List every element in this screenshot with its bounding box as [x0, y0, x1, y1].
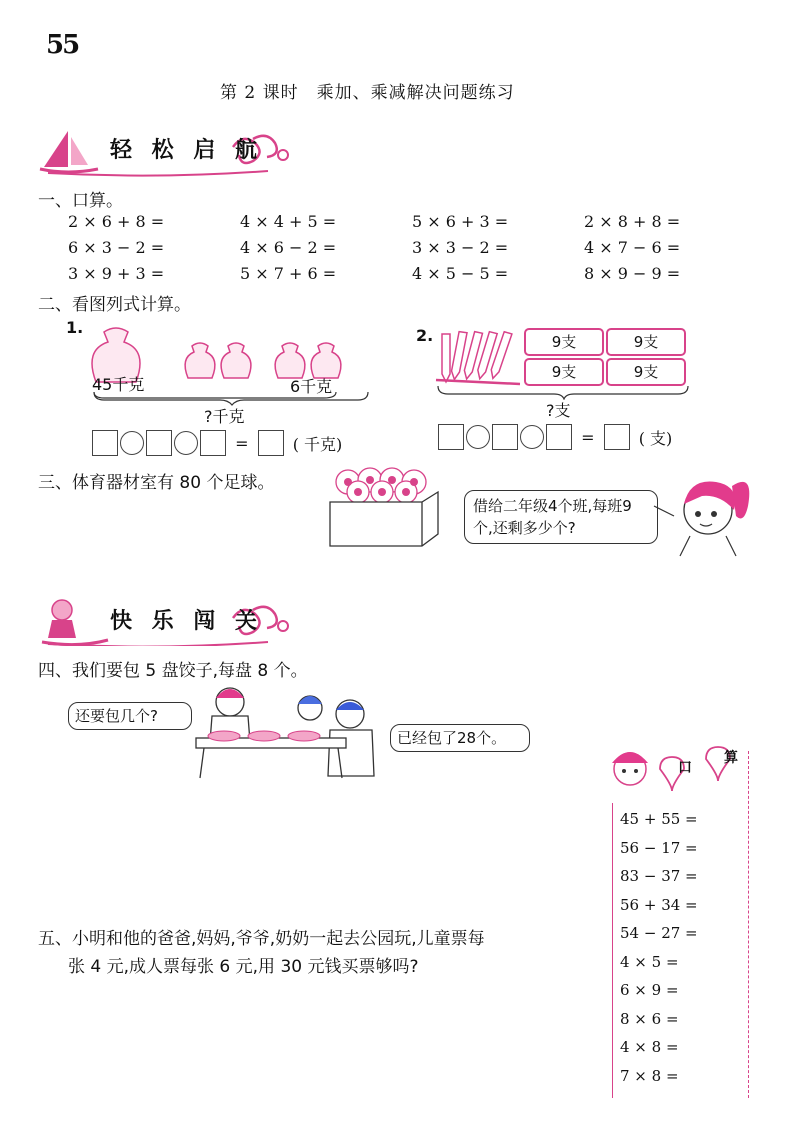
q1-heading: 一、口算。 [38, 191, 123, 211]
q1-expr: 3 × 3 − 2 = [412, 238, 509, 257]
answer-box[interactable] [492, 424, 518, 450]
q1-expr: 5 × 7 + 6 = [240, 264, 337, 283]
side-expr: 45 + 55 = [620, 810, 698, 828]
side-expr: 56 + 34 = [620, 895, 698, 914]
side-expr: 6 × 9 = [620, 981, 679, 999]
pencil-bundle-icon [434, 324, 524, 390]
q3-heading: 三、体育器材室有 80 个足球。 [38, 473, 275, 493]
side-heart-label-1: 口 [678, 760, 692, 776]
side-border-left [612, 803, 613, 1098]
q1-expr: 2 × 8 + 8 = [584, 212, 681, 231]
answer-box[interactable] [146, 430, 172, 456]
q2-p2-total: ?支 [546, 401, 571, 420]
side-expr: 4 × 5 = [620, 952, 679, 971]
answer-box[interactable] [604, 424, 630, 450]
q4-bubble-right: 已经包了28个。 [390, 724, 530, 752]
q2-p2-number: 2. [416, 326, 434, 345]
side-expr: 83 − 37 = [620, 867, 698, 885]
q2-p1-number: 1. [66, 318, 84, 337]
football-box-illustration [326, 462, 442, 552]
q4-heading: 四、我们要包 5 盘饺子,每盘 8 个。 [38, 661, 308, 681]
section-title-1: 轻 松 启 航 [110, 138, 263, 163]
operator-circle[interactable] [174, 431, 198, 455]
q2-p1-answer-row [92, 430, 346, 456]
q1-expr: 6 × 3 − 2 = [68, 238, 165, 257]
lesson-title: 第 2 课时 乘加、乘减解决问题练习 [220, 83, 515, 103]
operator-circle[interactable] [120, 431, 144, 455]
side-expr: 4 × 8 = [620, 1038, 679, 1056]
q4-bubble-left: 还要包几个? [68, 702, 192, 730]
q1-expr: 3 × 9 + 3 = [68, 264, 165, 283]
section-banner-2 [38, 594, 298, 646]
q1-expr: 8 × 9 − 9 = [584, 264, 681, 283]
q1-expr: 5 × 6 + 3 = [412, 212, 509, 231]
pencil-box-tag: 9支 [524, 328, 604, 356]
side-expr: 54 − 27 = [620, 924, 698, 942]
equals-sign: = [581, 427, 595, 447]
side-list [620, 805, 698, 1090]
side-heart-label-2: 算 [724, 750, 738, 766]
q2-p2-unit: ( 支) [638, 428, 673, 448]
q1-expr: 4 × 7 − 6 = [584, 238, 681, 257]
equals-sign: = [235, 433, 249, 453]
side-border-right [748, 751, 749, 1098]
answer-box[interactable] [438, 424, 464, 450]
answer-box[interactable] [258, 430, 284, 456]
answer-box[interactable] [546, 424, 572, 450]
operator-circle[interactable] [520, 425, 544, 449]
q3-speech-bubble: 借给二年级4个班,每班9个,还剩多少个? [464, 490, 658, 544]
side-expr: 7 × 8 = [620, 1066, 679, 1085]
section-banner-1 [38, 125, 298, 177]
q2-p1-total: ?千克 [204, 407, 245, 426]
q5-line-2: 张 4 元,成人票每张 6 元,用 30 元钱买票够吗? [68, 957, 419, 977]
pencil-box-tag: 9支 [524, 358, 604, 386]
q1-expr: 4 × 5 − 5 = [412, 264, 509, 283]
girl-illustration [650, 466, 760, 558]
side-expr: 56 − 17 = [620, 838, 698, 857]
q1-expr: 4 × 6 − 2 = [240, 238, 337, 257]
answer-box[interactable] [200, 430, 226, 456]
pencil-box-tag: 9支 [606, 328, 686, 356]
q2-p1-unit: ( 千克) [292, 434, 343, 454]
q2-heading: 二、看图列式计算。 [38, 295, 191, 315]
q5-line-1: 五、小明和他的爸爸,妈妈,爷爷,奶奶一起去公园玩,儿童票每 [38, 929, 485, 949]
q2-p1-right-label: 6千克 [290, 377, 333, 396]
q2-p1-left-label: 45千克 [92, 375, 145, 394]
page-number: 55 [46, 30, 79, 60]
dumpling-family-illustration [190, 680, 390, 780]
q1-expr: 2 × 6 + 8 = [68, 212, 165, 231]
pencil-box-tag: 9支 [606, 358, 686, 386]
q2-p2-answer-row [438, 424, 676, 450]
section-title-2: 快 乐 闯 关 [110, 609, 263, 634]
mental-math-sidebar [612, 745, 752, 1100]
q1-expr: 4 × 4 + 5 = [240, 212, 337, 231]
side-expr: 8 × 6 = [620, 1009, 679, 1028]
operator-circle[interactable] [466, 425, 490, 449]
answer-box[interactable] [92, 430, 118, 456]
